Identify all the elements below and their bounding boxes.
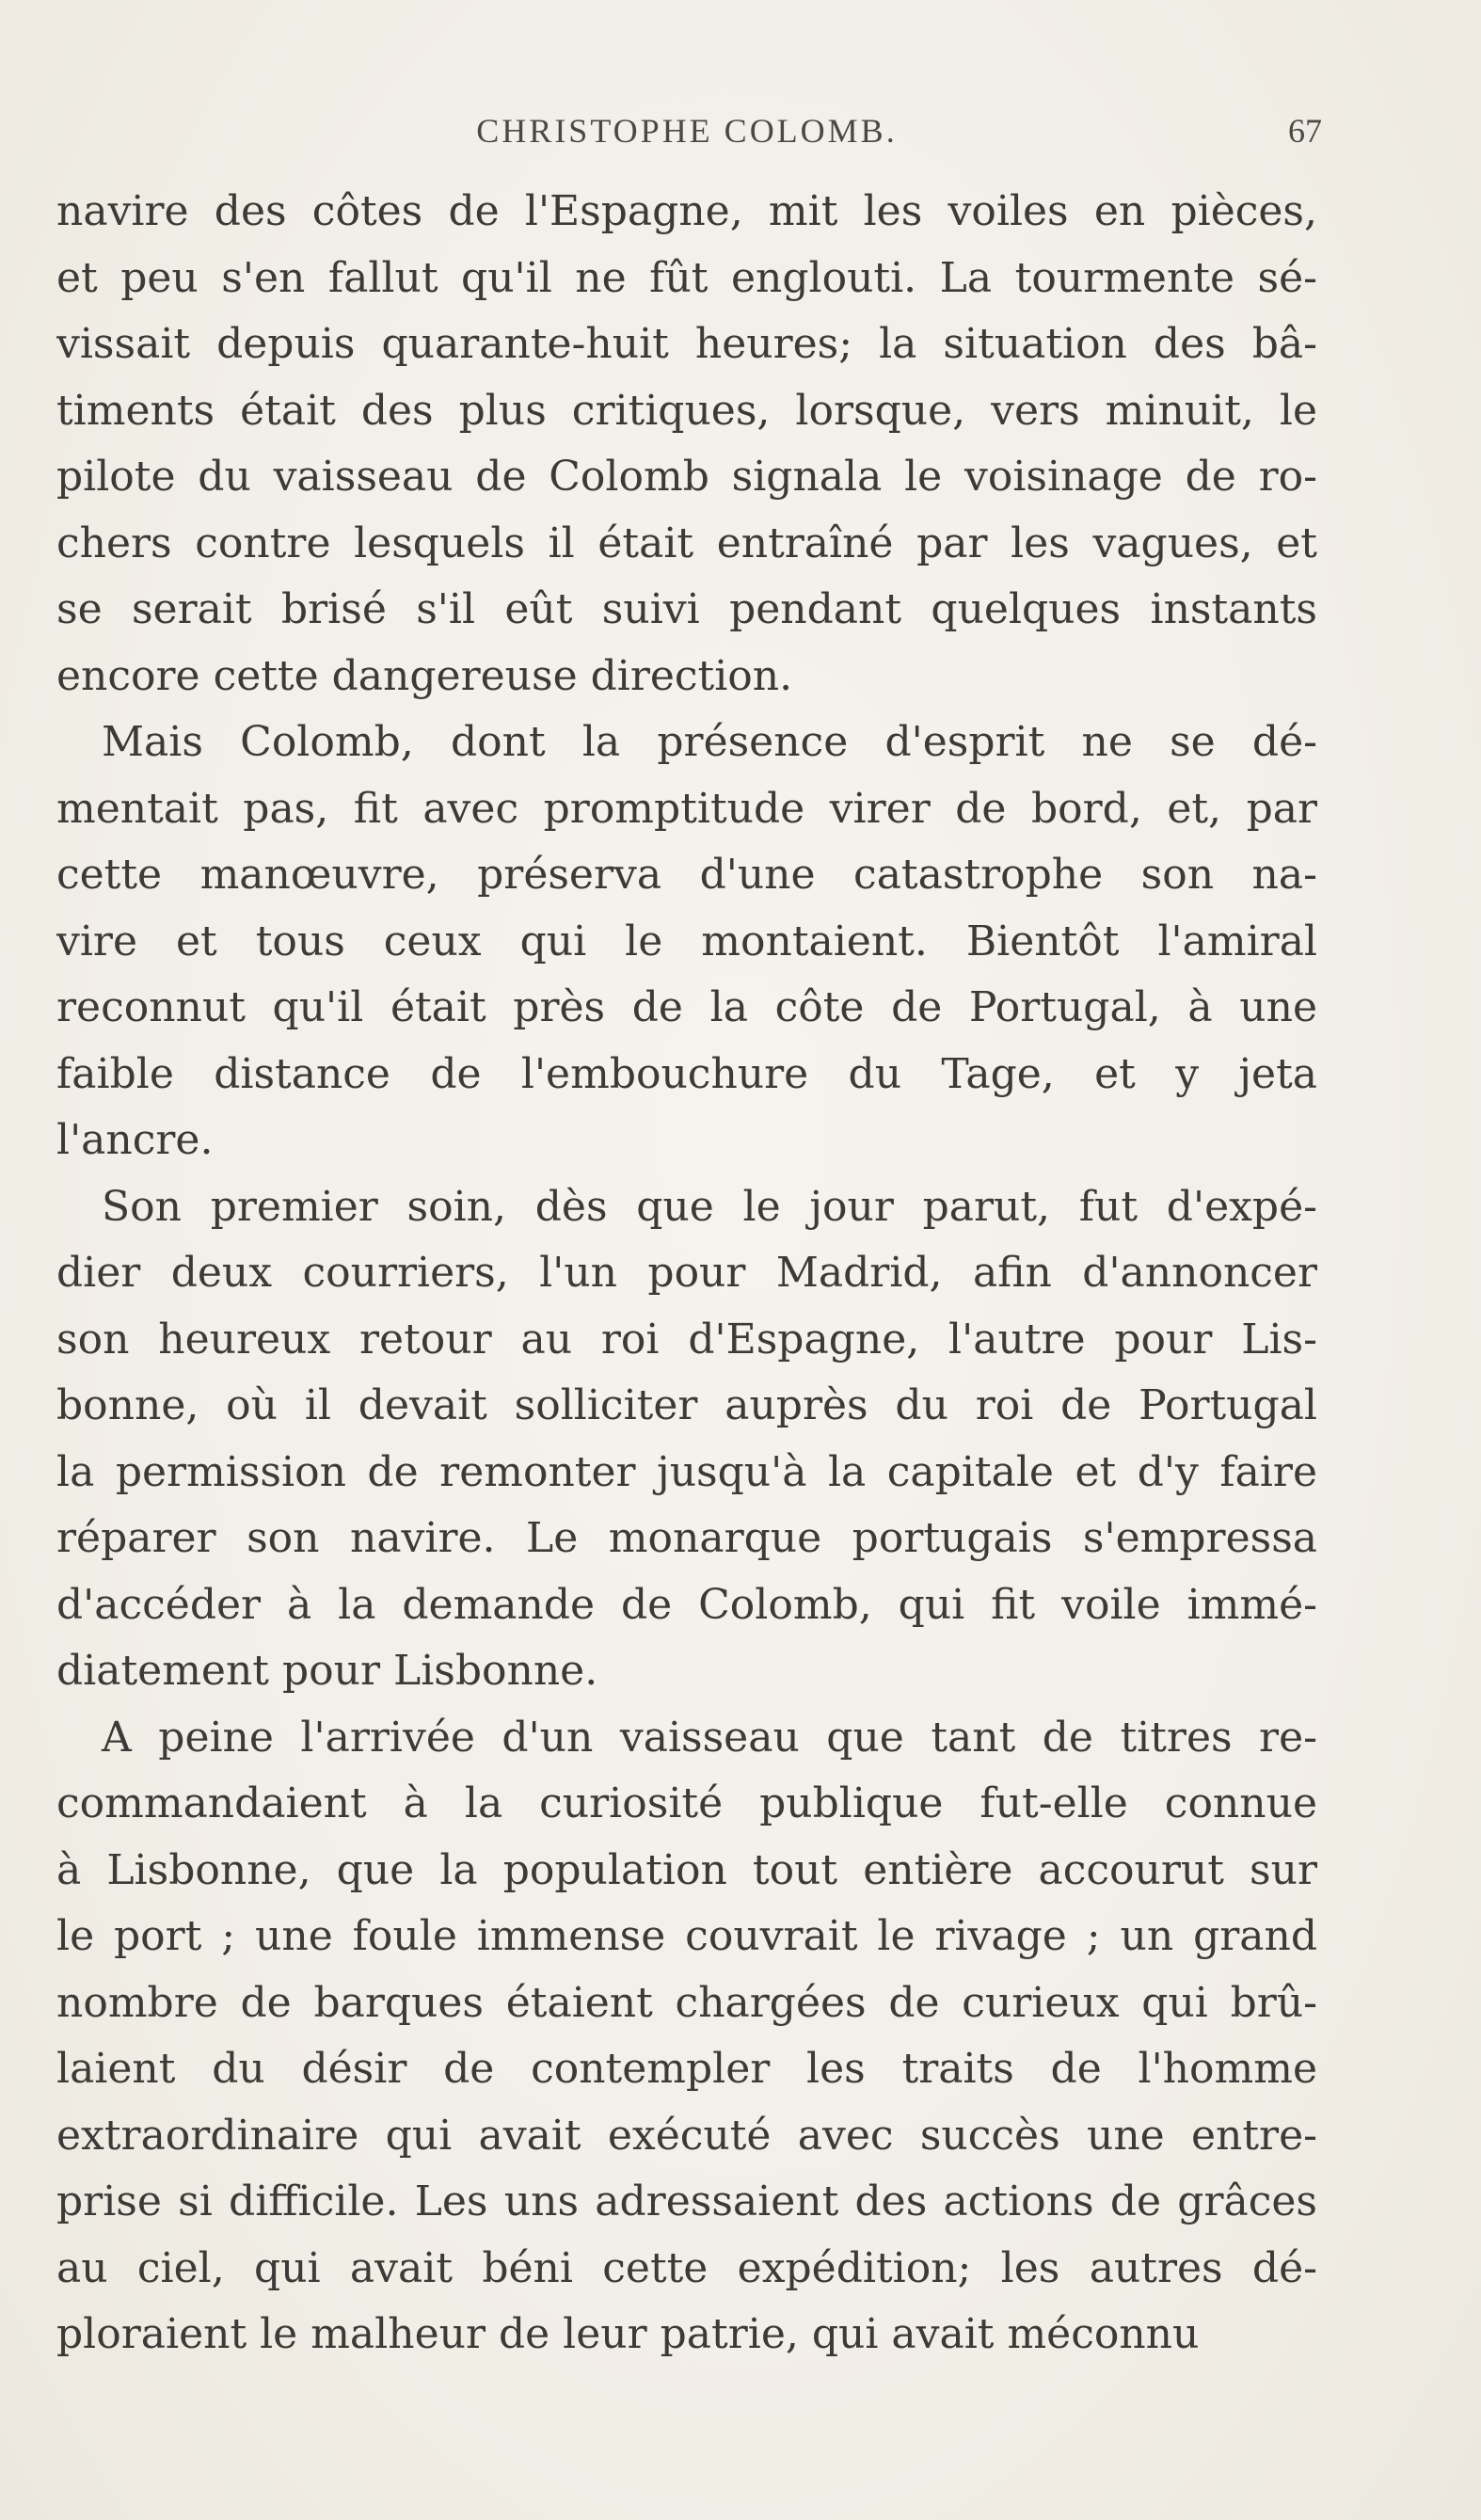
text-line: le port ; une foule immense couvrait le rivage ; un grand <box>56 1912 1317 1960</box>
text-line: cette manœuvre, préserva d'une catastrophe son na- <box>56 851 1317 899</box>
text-line: extraordinaire qui avait exécuté avec succès une entre- <box>56 2111 1317 2160</box>
text-line: à Lisbonne, que la population tout entière accourut sur <box>56 1845 1317 1894</box>
text-line: chers contre lesquels il était entraîné par les vagues, et <box>56 518 1317 567</box>
page-header <box>56 111 1322 158</box>
paragraph <box>56 179 1317 710</box>
text-line: navire des côtes de l'Espagne, mit les voiles en pièces, <box>56 187 1317 235</box>
text-line: pilote du vaisseau de Colomb signala le voisinage de ro- <box>56 453 1317 501</box>
text-line: réparer son navire. Le monarque portugais s'empressa <box>56 1514 1317 1562</box>
text-line: nombre de barques étaient chargées de curieux qui brû- <box>56 1978 1317 2027</box>
text-line: vire et tous ceux qui le montaient. Bientôt l'amiral <box>56 917 1317 965</box>
text-line: laient du désir de contempler les traits de l'homme <box>56 2045 1317 2093</box>
text-line: reconnut qu'il était près de la côte de Portugal, à une <box>56 983 1317 1031</box>
paragraph <box>56 1174 1317 1705</box>
text-line: Son premier soin, dès que le jour parut, fut d'expé- <box>102 1182 1317 1231</box>
text-line: vissait depuis quarante-huit heures; la situation des bâ- <box>56 320 1317 368</box>
text-line: encore cette dangereuse direction. <box>56 651 793 700</box>
page-number: 67 <box>1288 112 1322 150</box>
text-line: diatement pour Lisbonne. <box>56 1647 598 1695</box>
text-line: commandaient à la curiosité publique fut-elle connue <box>56 1779 1317 1827</box>
text-line: ploraient le malheur de leur patrie, qui avait méconnu <box>56 2310 1200 2358</box>
text-line: A peine l'arrivée d'un vaisseau que tant de titres re- <box>102 1713 1317 1762</box>
paragraph <box>56 1705 1317 2368</box>
text-line: timents était des plus critiques, lorsque, vers minuit, le <box>56 386 1317 435</box>
text-line: Mais Colomb, dont la présence d'esprit ne se dé- <box>102 718 1317 766</box>
text-line: d'accéder à la demande de Colomb, qui fit voile immé- <box>56 1580 1317 1629</box>
text-line: dier deux courriers, l'un pour Madrid, afin d'annoncer <box>56 1249 1317 1297</box>
running-title: CHRISTOPHE COLOMB. <box>476 112 898 150</box>
paragraph <box>56 710 1317 1174</box>
text-line: se serait brisé s'il eût suivi pendant quelques instants <box>56 585 1317 633</box>
text-line: prise si difficile. Les uns adressaient des actions de grâces <box>56 2177 1317 2225</box>
text-line: la permission de remonter jusqu'à la capitale et d'y faire <box>56 1447 1317 1496</box>
text-line: l'ancre. <box>56 1116 214 1164</box>
body-text <box>56 179 1317 2368</box>
text-line: son heureux retour au roi d'Espagne, l'autre pour Lis- <box>56 1315 1317 1364</box>
text-line: et peu s'en fallut qu'il ne fût englouti. La tourmente sé- <box>56 253 1317 302</box>
text-line: au ciel, qui avait béni cette expédition; les autres dé- <box>56 2243 1317 2292</box>
text-line: faible distance de l'embouchure du Tage, et y jeta <box>56 1049 1317 1098</box>
text-line: bonne, où il devait solliciter auprès du roi de Portugal <box>56 1381 1317 1429</box>
text-line: mentait pas, fit avec promptitude virer de bord, et, par <box>56 784 1317 833</box>
